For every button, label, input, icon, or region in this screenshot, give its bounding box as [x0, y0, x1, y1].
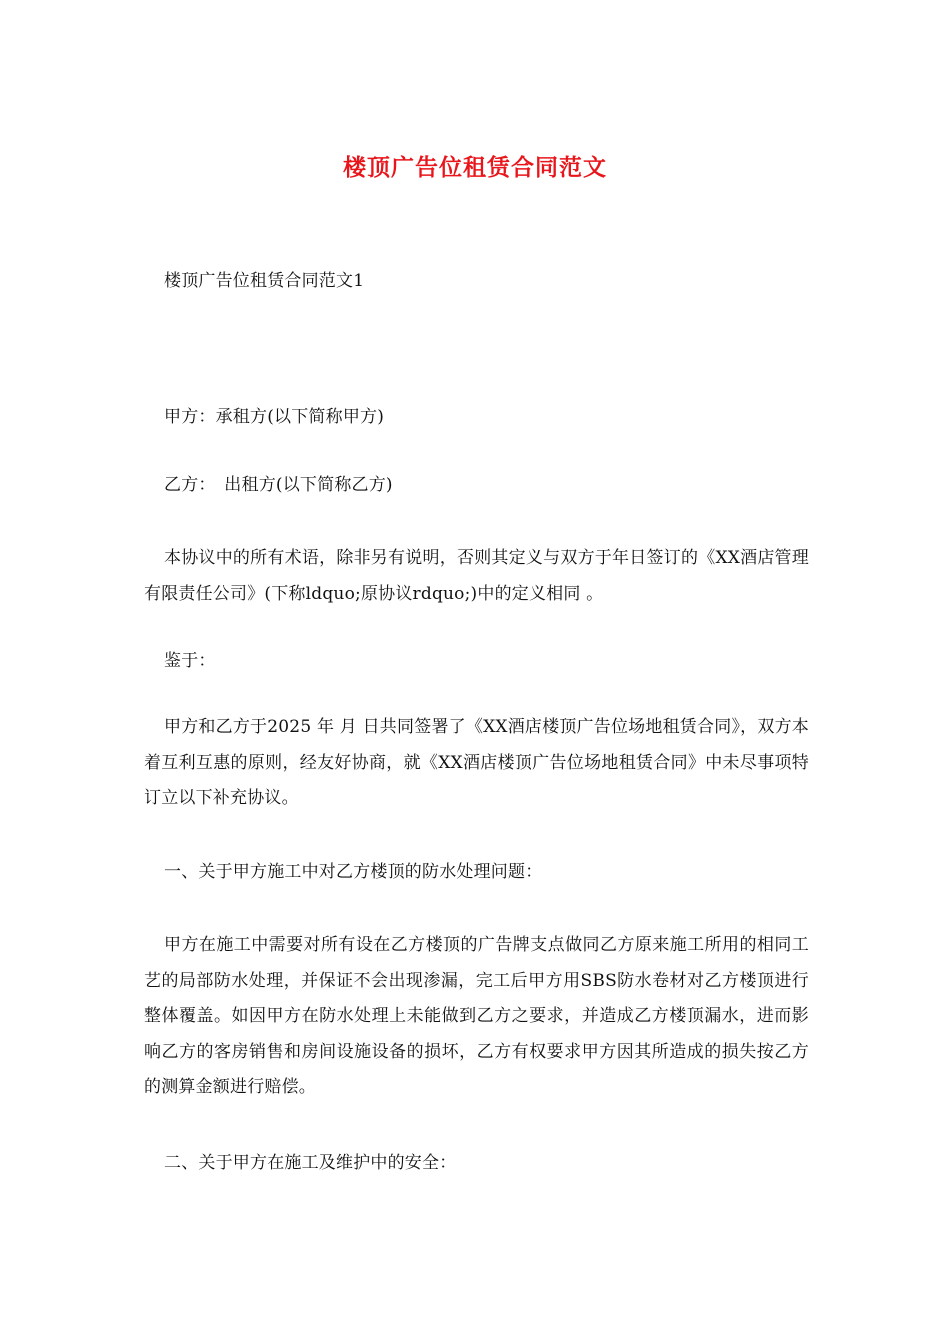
document-subtitle: 楼顶广告位租赁合同范文1 — [164, 271, 365, 291]
background-paragraph: 甲方和乙方于2025 年 月 日共同签署了《XX酒店楼顶广告位场地租赁合同》，双方本着互利互惠的原则，经友好协商，就《XX酒店楼顶广告位场地租赁合同》中未尽事项特订立以下补充协议。 — [144, 717, 809, 808]
document-title: 楼顶广告位租赁合同范文 — [343, 155, 607, 181]
section-2-heading: 二、关于甲方在施工及维护中的安全： — [164, 1153, 457, 1173]
terms-paragraph: 本协议中的所有术语，除非另有说明，否则其定义与双方于年日签订的《XX酒店管理有限责任公司》(下称ldquo;原协议rdquo;)中的定义相同 。 — [144, 548, 809, 604]
whereas-label: 鉴于： — [164, 651, 216, 671]
party-a-line: 甲方：承租方(以下简称甲方) — [164, 407, 385, 427]
section-1-heading: 一、关于甲方施工中对乙方楼顶的防水处理问题： — [164, 862, 543, 882]
party-b-line: 乙方： 出租方(以下简称乙方) — [164, 475, 393, 495]
section-1-body: 甲方在施工中需要对所有设在乙方楼顶的广告牌支点做同乙方原来施工所用的相同工艺的局部防水处理，并保证不会出现渗漏，完工后甲方用SBS防水卷材对乙方楼顶进行整体覆盖。如因甲方在防水处理上未能做到乙方之要求，并造成乙方楼顶漏水，进而影响乙方的客房销售和房间设施设备的损坏，乙方有权要求甲方因其所造成的损失按乙方的测算金额进行赔偿。 — [144, 935, 809, 1097]
